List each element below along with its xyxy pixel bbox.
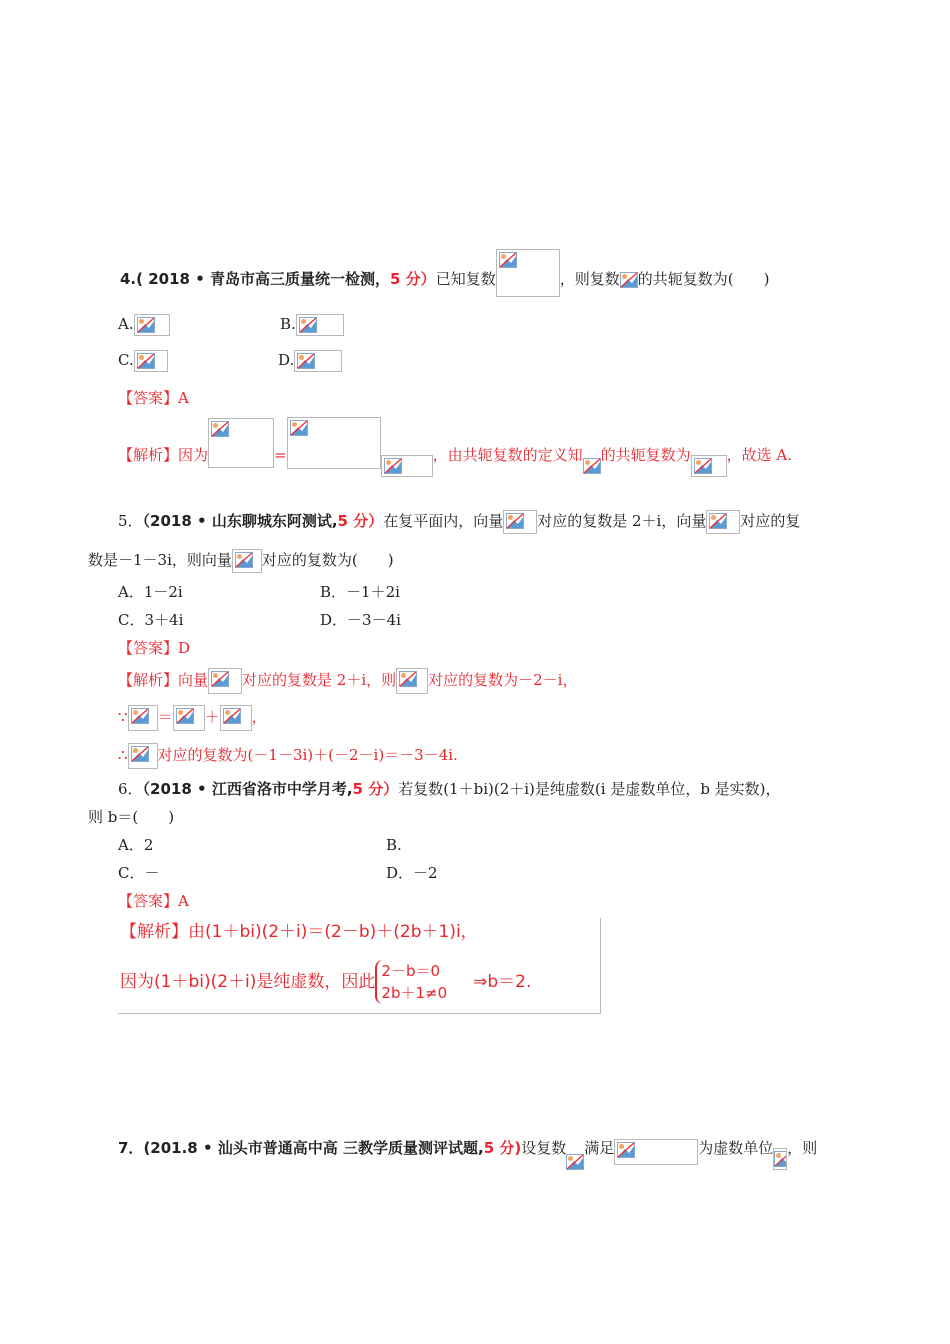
q5-an1-c: 对应的复数为－2－i， <box>428 671 578 689</box>
q5-an2-c: ＋ <box>204 708 220 726</box>
q4-analysis-label: 【解析】因为 <box>118 446 209 464</box>
q7-text-4: ，则 <box>787 1139 818 1157</box>
q5-option-a: A．1－2i <box>118 583 183 601</box>
q6-equation-system <box>375 960 447 1004</box>
broken-image-icon <box>399 671 417 687</box>
q4-formula-image-1 <box>496 249 560 297</box>
q6-box-line-2 <box>120 958 531 1006</box>
q6-source: （2018 • 江西省洛市中学月考, <box>142 780 353 798</box>
q5-vector-image-1 <box>503 510 537 534</box>
broken-image-icon <box>566 1154 584 1170</box>
q4-analysis-image-3 <box>381 455 433 477</box>
q5-answer: 【答案】D <box>118 639 191 657</box>
q4-option-b-image <box>296 314 344 336</box>
q7-text-1: 设复数 <box>521 1139 567 1157</box>
question-6-stem-2: 则 b＝( ) <box>88 808 175 826</box>
q4-option-a <box>118 312 170 336</box>
q7-score: 5 分) <box>483 1139 522 1157</box>
q5-an3-image-1 <box>128 743 158 769</box>
q4-answer: 【答案】A <box>118 389 189 407</box>
q6-score: 5 分） <box>352 780 399 798</box>
q6-brace-top: 2－b＝0 <box>381 962 441 980</box>
q5-an2-image-3 <box>220 705 252 731</box>
broken-image-icon <box>131 708 149 724</box>
q4-analysis-image-4 <box>583 458 601 474</box>
q6-answer: 【答案】A <box>118 892 189 910</box>
q4-option-c-label: C. <box>118 351 134 369</box>
q4-analysis-text-3: ，故选 A. <box>726 446 792 464</box>
q7-source: (201.8 • 汕头市普通高中高 三教学质量测评试题, <box>143 1139 484 1157</box>
q7-image-3 <box>773 1148 787 1170</box>
broken-image-icon <box>506 513 524 529</box>
q5-source: （2018 • 山东聊城东阿测试, <box>142 512 338 530</box>
q4-analysis-image-1 <box>208 418 274 468</box>
q4-analysis <box>118 435 792 477</box>
q5-option-c: C．3＋4i <box>118 611 184 629</box>
broken-image-icon <box>297 353 315 369</box>
q5-text-4: 数是－1－3i，则向量 <box>88 551 232 569</box>
q5-analysis-1 <box>118 668 577 694</box>
broken-image-icon <box>694 458 712 474</box>
broken-image-icon <box>137 353 155 369</box>
broken-image-icon <box>137 317 155 333</box>
q4-score: 5 分） <box>390 270 436 288</box>
q5-text-2: 对应的复数是 2＋i，向量 <box>537 512 707 530</box>
question-6-stem-1 <box>118 777 781 801</box>
q4-option-c-image <box>134 350 168 372</box>
q5-option-b: B．－1＋2i <box>320 583 400 601</box>
q5-option-d: D．－3－4i <box>320 611 401 629</box>
q4-formula-image-2 <box>620 272 638 288</box>
q5-an2-d: ， <box>251 708 267 726</box>
broken-image-icon <box>774 1151 786 1167</box>
q4-option-b <box>280 312 344 336</box>
question-5-stem-1 <box>118 509 800 534</box>
broken-image-icon <box>290 420 308 436</box>
q4-analysis-image-5 <box>691 455 727 477</box>
question-4-stem <box>120 263 769 297</box>
q4-analysis-image-2 <box>287 417 381 469</box>
q5-vector-image-2 <box>706 510 740 534</box>
q4-number: 4.( <box>120 270 143 288</box>
q5-an2-a: ∵ <box>118 708 128 726</box>
q6-analysis-box <box>118 918 601 1014</box>
q6-option-c: C．－ <box>118 864 160 882</box>
q4-source: 2018 • 青岛市高三质量统一检测， <box>143 270 391 288</box>
q5-an1-image-1 <box>208 668 242 694</box>
q7-image-1 <box>566 1154 584 1170</box>
q4-option-d <box>278 348 342 372</box>
q7-text-2: 满足 <box>584 1139 615 1157</box>
q5-vector-image-3 <box>232 549 262 573</box>
q6-brace-bottom: 2b＋1≠0 <box>381 984 448 1002</box>
q4-text-2: ，则复数 <box>559 270 620 288</box>
q6-option-a: A．2 <box>118 836 154 854</box>
q4-analysis-eq: = <box>274 446 287 464</box>
q4-analysis-text-2: 的共轭复数为 <box>600 446 691 464</box>
q4-option-d-image <box>294 350 342 372</box>
q5-an1-a: 【解析】向量 <box>118 671 209 689</box>
q4-option-b-label: B. <box>280 315 296 333</box>
q7-image-2 <box>614 1139 698 1165</box>
q6-text-1: 若复数(1＋bi)(2＋i)是纯虚数(i 是虚数单位，b 是实数)， <box>398 780 781 798</box>
broken-image-icon <box>709 513 727 529</box>
broken-image-icon <box>235 552 253 568</box>
q5-text-3: 对应的复 <box>740 512 801 530</box>
broken-image-icon <box>176 708 194 724</box>
q5-score: 5 分） <box>337 512 384 530</box>
q6-option-d: D．－2 <box>386 864 438 882</box>
q5-an1-b: 对应的复数是 2＋i，则 <box>242 671 397 689</box>
broken-image-icon <box>583 458 601 474</box>
q6-number: 6． <box>118 780 143 798</box>
broken-image-icon <box>617 1142 635 1158</box>
q4-option-d-label: D. <box>278 351 295 369</box>
broken-image-icon <box>223 708 241 724</box>
broken-image-icon <box>131 746 149 762</box>
q7-number: 7． <box>118 1139 144 1157</box>
q5-number: 5． <box>118 512 143 530</box>
q5-an3-a: ∴ <box>118 746 128 764</box>
q5-an2-b: ＝ <box>157 708 173 726</box>
question-5-stem-2 <box>88 548 394 573</box>
q4-option-c <box>118 348 168 372</box>
q5-an3-b: 对应的复数为(－1－3i)＋(－2－i)＝－3－4i. <box>157 746 458 764</box>
q5-an2-image-2 <box>173 705 205 731</box>
broken-image-icon <box>620 272 638 288</box>
broken-image-icon <box>384 458 402 474</box>
q5-text-1: 在复平面内，向量 <box>383 512 504 530</box>
broken-image-icon <box>211 671 229 687</box>
q5-analysis-2 <box>118 705 267 731</box>
broken-image-icon <box>299 317 317 333</box>
q5-analysis-3 <box>118 743 458 769</box>
q6-box-result: ⇒b＝2. <box>473 972 532 992</box>
q5-an1-image-2 <box>396 668 428 694</box>
q4-text-3: 的共轭复数为( ) <box>637 270 770 288</box>
q5-text-5: 对应的复数为( ) <box>261 551 394 569</box>
broken-image-icon <box>211 421 229 437</box>
q4-analysis-text-1: ，由共轭复数的定义知 <box>432 446 583 464</box>
q4-option-a-image <box>134 314 170 336</box>
q4-option-a-label: A. <box>118 315 134 333</box>
q6-option-b: B. <box>386 836 402 854</box>
q5-an2-image-1 <box>128 705 158 731</box>
q6-box-text: 因为(1＋bi)(2＋i)是纯虚数，因此 <box>120 972 376 992</box>
question-7-stem <box>118 1128 817 1170</box>
q6-box-line-1: 【解析】由(1＋bi)(2＋i)＝(2－b)＋(2b＋1)i， <box>120 922 478 942</box>
q7-text-3: 为虚数单位 <box>698 1139 774 1157</box>
broken-image-icon <box>499 252 517 268</box>
q4-text-1: 已知复数 <box>435 270 496 288</box>
